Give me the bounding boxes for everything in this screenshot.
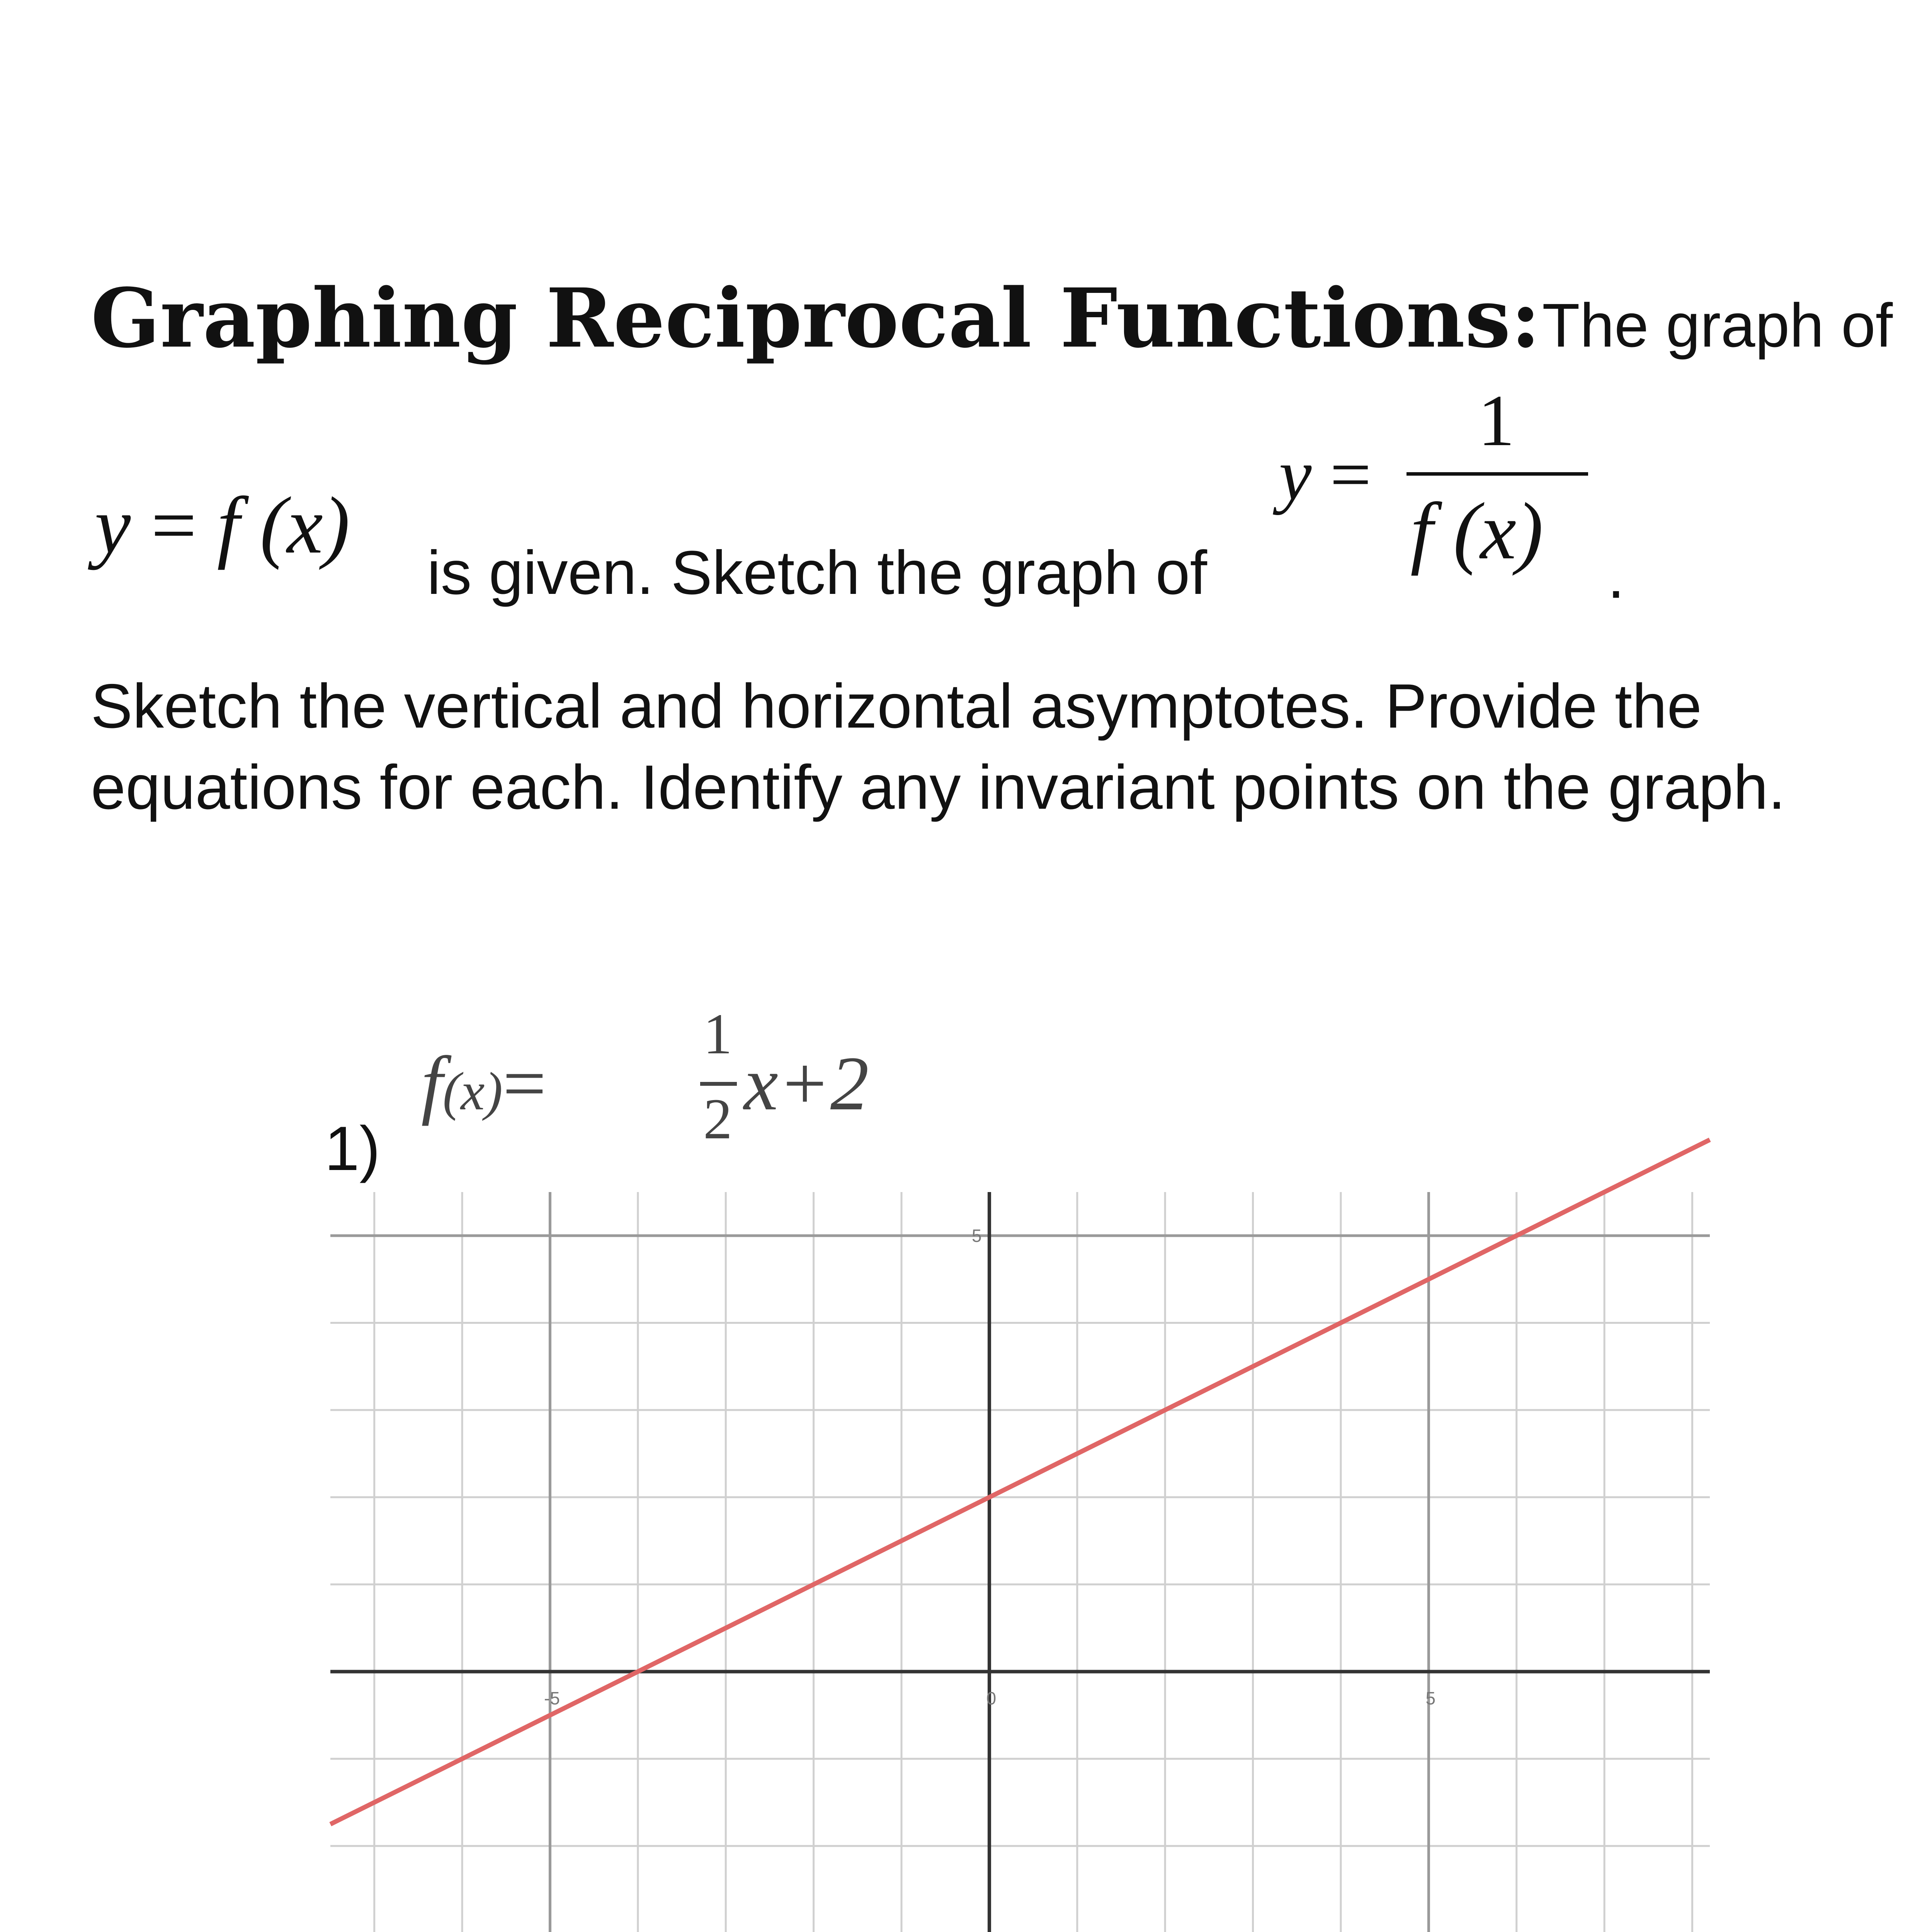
given-y: y [95, 481, 131, 570]
given-text: is given. Sketch the graph of [427, 538, 1207, 607]
x-tick-label: -5 [544, 1688, 560, 1709]
heading-rest: The graph of [1542, 291, 1893, 360]
instructions-line2: equations for each. Identify any invariant points on the graph. [91, 752, 1786, 822]
given-equals: = [151, 481, 197, 570]
given-x: (x) [260, 481, 350, 570]
axes [330, 1192, 1710, 1932]
function-line [330, 1140, 1710, 1824]
reciprocal-y: y [1279, 434, 1312, 515]
given-f: f [217, 481, 240, 570]
problem-func-equals: = [502, 1041, 546, 1126]
series [330, 1140, 1710, 1824]
problem-func-numerator: 1 [703, 1002, 732, 1066]
problem-func-arg: (x) [442, 1061, 503, 1121]
reciprocal-den-x: (x) [1453, 486, 1543, 576]
x-tick-label: 5 [1425, 1688, 1436, 1709]
reciprocal-equals: = [1330, 434, 1371, 515]
minor-gridlines [330, 1192, 1710, 1932]
problem-func-f: f [421, 1041, 443, 1126]
instructions-line1: Sketch the vertical and horizontal asymptotes. Provide the [91, 671, 1702, 741]
problem-func-x: x+2 [744, 1041, 869, 1126]
problem-number: 1) [325, 1114, 381, 1184]
major-gridlines [330, 1192, 1710, 1932]
x-tick-label: 0 [986, 1688, 997, 1709]
problem-func-denominator: 2 [703, 1087, 732, 1151]
heading-bold: Graphing Reciprocal Functions: [91, 270, 1541, 366]
reciprocal-period: . [1607, 542, 1625, 611]
reciprocal-numerator: 1 [1478, 380, 1515, 461]
y-tick-label: 5 [971, 1225, 982, 1246]
reciprocal-den-f: f [1410, 486, 1433, 576]
